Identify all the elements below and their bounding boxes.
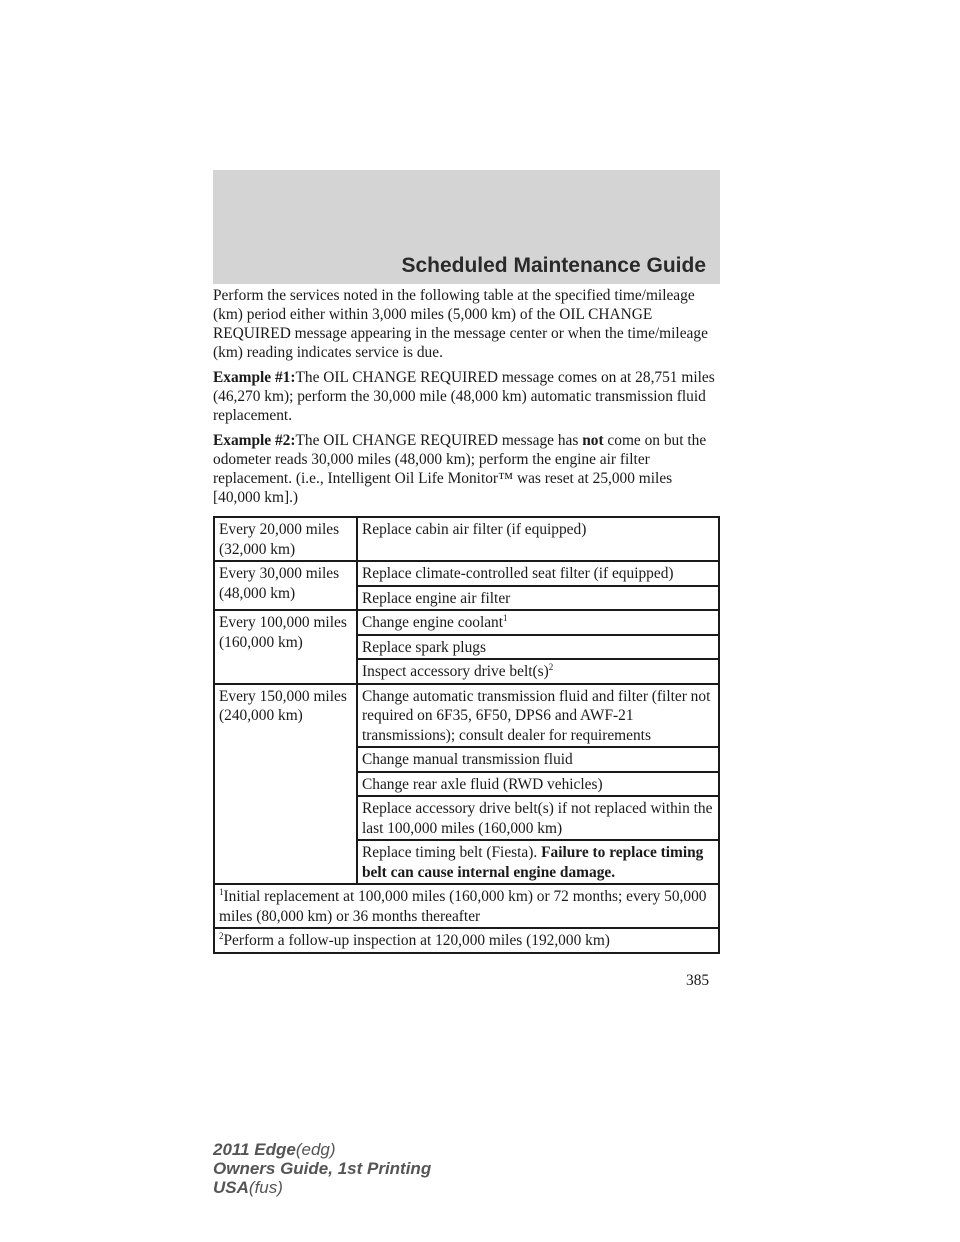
footer-market-code: (fus) <box>248 1178 283 1197</box>
intro-paragraph: Perform the services noted in the following table at the specified time/mileage (km) period either within 3,000 miles (5,000 km) of the OIL CHANGE REQUIRED message appearing in the message center or when the time/mileage (km) reading indicates service is due. <box>213 287 708 361</box>
footer-line-3 <box>213 1178 431 1197</box>
table-row <box>214 517 719 561</box>
page-number: 385 <box>686 972 710 989</box>
interval-cell: Every 30,000 miles (48,000 km) <box>214 561 357 610</box>
footnote-ref: 1 <box>503 612 508 623</box>
footnote-mark: 2 <box>219 930 224 941</box>
example-2-emphasis: not <box>582 432 604 449</box>
page-content <box>213 286 720 954</box>
service-cell: Change manual transmission fluid <box>357 747 719 772</box>
maintenance-table <box>213 516 720 954</box>
service-cell: Replace engine air filter <box>357 586 719 611</box>
service-cell: Replace cabin air filter (if equipped) <box>357 517 719 561</box>
service-cell: Replace spark plugs <box>357 635 719 660</box>
table-row <box>214 610 719 635</box>
interval-cell: Every 100,000 miles (160,000 km) <box>214 610 357 684</box>
footnote-row <box>214 928 719 953</box>
footer-market: USA <box>213 1178 249 1197</box>
footer-model-code: (edg) <box>295 1140 336 1159</box>
service-cell: Replace accessory drive belt(s) if not replaced within the last 100,000 miles (160,000 km) <box>357 796 719 840</box>
print-footer <box>213 1140 431 1197</box>
service-text: Change engine coolant <box>362 614 504 631</box>
footer-model: 2011 Edge <box>213 1140 296 1159</box>
interval-cell: Every 20,000 miles (32,000 km) <box>214 517 357 561</box>
service-cell <box>357 610 719 635</box>
footer-line-2 <box>213 1159 431 1178</box>
section-title: Scheduled Maintenance Guide <box>401 254 706 277</box>
footnote-mark: 1 <box>219 886 224 897</box>
table-row <box>214 561 719 586</box>
interval-cell: Every 150,000 miles (240,000 km) <box>214 684 357 885</box>
example-2-label: Example #2: <box>213 432 296 449</box>
table-row <box>214 684 719 748</box>
header-band <box>213 170 720 284</box>
footer-line-1 <box>213 1140 431 1159</box>
footnote-ref: 2 <box>548 661 554 672</box>
footnote-cell <box>214 928 719 953</box>
service-text: Inspect accessory drive belt(s) <box>362 663 549 680</box>
footnote-text: Initial replacement at 100,000 miles (160,000 km) or 72 months; every 50,000 miles (80,000 km) or 36 months thereafter <box>219 888 707 925</box>
footnote-row <box>214 884 719 928</box>
service-text: Replace timing belt (Fiesta). <box>362 844 542 861</box>
example-2-paragraph <box>213 431 720 507</box>
example-1-text: The OIL CHANGE REQUIRED message comes on at 28,751 miles (46,270 km); perform the 30,000 mile (48,000 km) automatic transmission fluid replacement. <box>213 369 715 424</box>
footnote-cell <box>214 884 719 928</box>
service-cell: Replace climate-controlled seat filter (if equipped) <box>357 561 719 586</box>
example-1-paragraph <box>213 368 720 425</box>
service-cell: Change rear axle fluid (RWD vehicles) <box>357 772 719 797</box>
service-cell: Change automatic transmission fluid and filter (filter not required on 6F35, 6F50, DPS6 and AWF-21 transmissions); consult dealer for requirements <box>357 684 719 748</box>
service-cell <box>357 840 719 884</box>
warning-text: Failure to replace timing belt can cause internal engine damage. <box>362 844 704 881</box>
footer-printing: Owners Guide, 1st Printing <box>213 1159 432 1178</box>
service-cell <box>357 659 719 684</box>
footnote-text: Perform a follow-up inspection at 120,000 miles (192,000 km) <box>223 932 610 949</box>
example-2-text-b: come on but the odometer reads 30,000 miles (48,000 km); perform the engine air filter replacement. (i.e., Intelligent Oil Life Monitor™ was reset at 25,000 miles [40,000 km].) <box>213 432 707 506</box>
example-2-text-a: The OIL CHANGE REQUIRED message has <box>295 432 583 449</box>
example-1-label: Example #1: <box>213 369 296 386</box>
